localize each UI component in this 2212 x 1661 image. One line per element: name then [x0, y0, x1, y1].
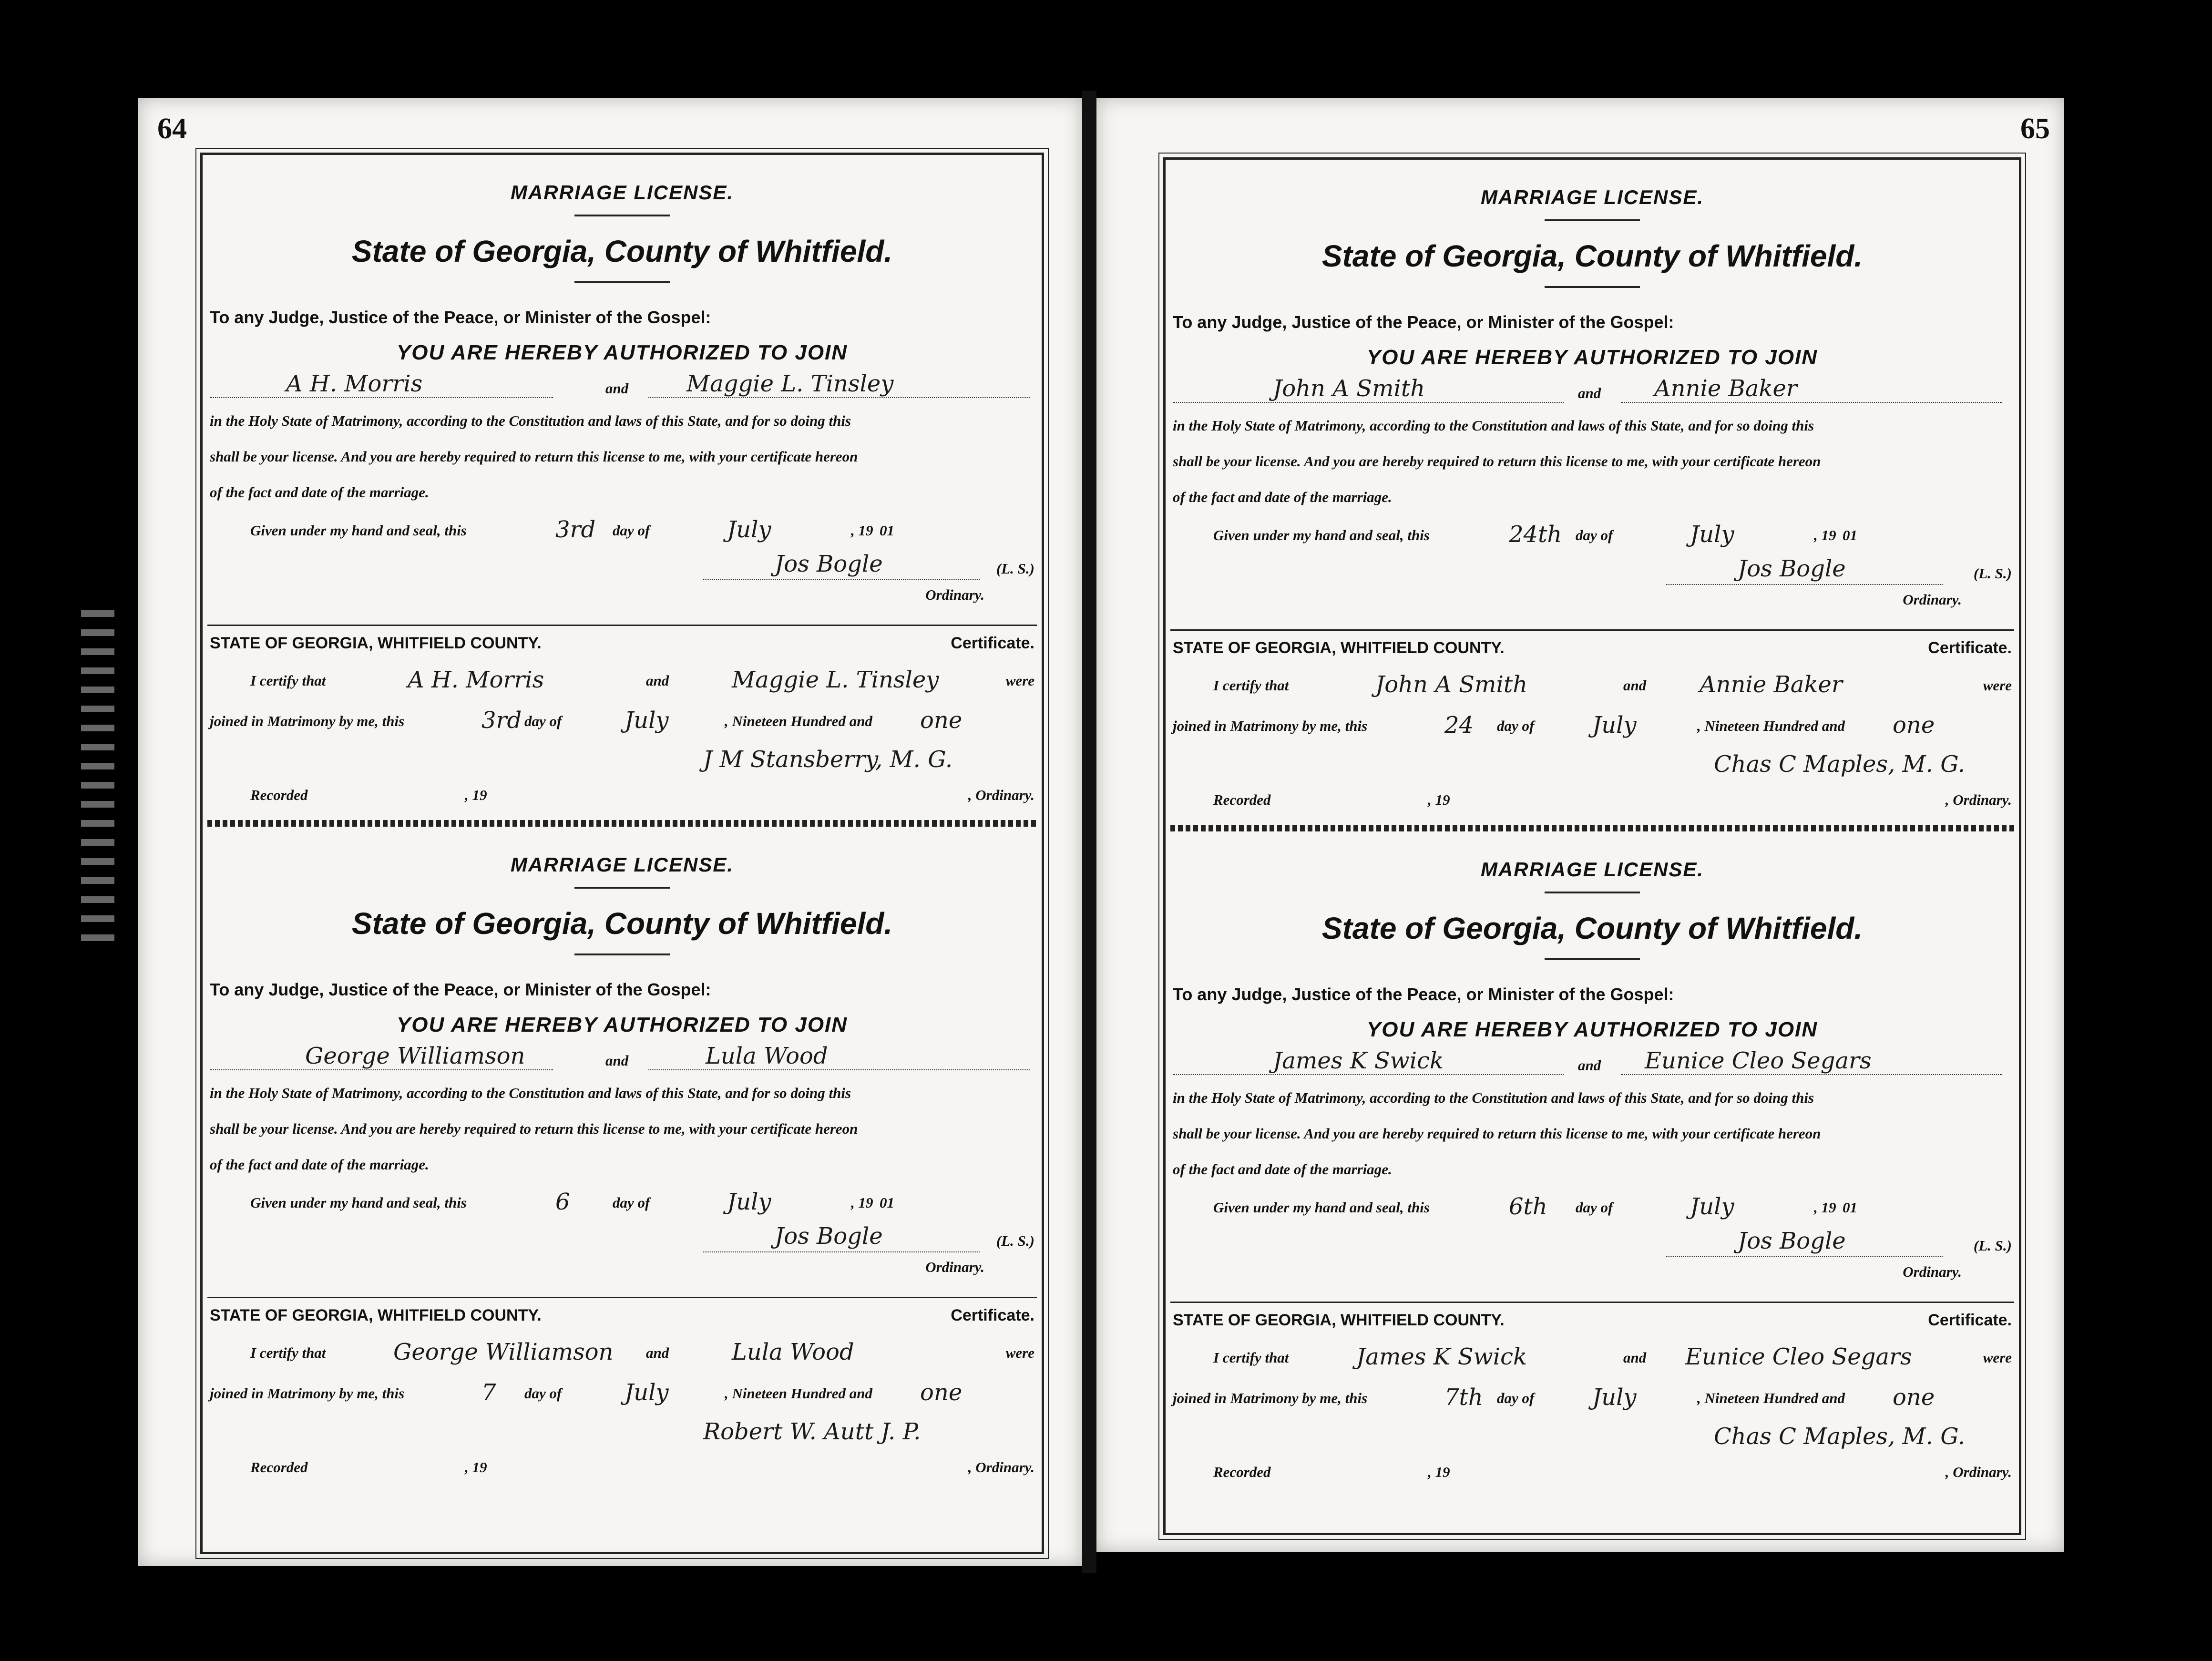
- license-text-1: in the Holy State of Matrimony, according to the Constitution and laws of this State, and for so doing this: [210, 1085, 851, 1101]
- addressee-line: To any Judge, Justice of the Peace, or Minister of the Gospel:: [1173, 312, 1674, 332]
- joined-row: [210, 707, 1020, 741]
- given-day: 6: [555, 1189, 570, 1215]
- day-of-label: day of: [1576, 527, 1613, 543]
- recorded-year: , 19: [1428, 791, 1450, 808]
- book-gutter: [1082, 91, 1096, 1573]
- joined-row: [1173, 1384, 1983, 1418]
- page-frame: [1163, 157, 2021, 1535]
- signature-blank: [1666, 584, 1943, 585]
- recorded-ordinary: , Ordinary.: [1945, 791, 2012, 808]
- ordinary-label: Ordinary.: [925, 1259, 984, 1275]
- right-page: [1096, 98, 2064, 1552]
- authorization-line: YOU ARE HEREBY AUTHORIZED TO JOIN: [396, 1013, 848, 1036]
- groom-name: A H. Morris: [286, 370, 423, 397]
- given-prefix: Given under my hand and seal, this: [250, 522, 467, 539]
- license-form-2: [203, 827, 1042, 1499]
- seal-label: (L. S.): [996, 560, 1034, 577]
- certify-row: [1213, 1343, 1957, 1378]
- heading-rule: [574, 887, 670, 889]
- groom-blank: [210, 1069, 553, 1070]
- joined-row: [1173, 712, 1983, 746]
- officiant-signature: J M Stansberry, M. G.: [703, 746, 953, 773]
- heading-rule: [1545, 219, 1640, 221]
- groom-blank: [1173, 1074, 1564, 1075]
- recorded-label: Recorded: [250, 1459, 308, 1476]
- bride-blank: [648, 397, 1030, 398]
- bride-blank: [1621, 402, 2002, 403]
- section-rule: [207, 1297, 1037, 1298]
- section-rule: [207, 625, 1037, 626]
- bride-blank: [648, 1069, 1030, 1070]
- signature: Jos Bogle: [775, 1223, 883, 1250]
- certify-prefix: I certify that: [1213, 677, 1289, 694]
- section-rule: [1170, 629, 2014, 631]
- recorded-ordinary: , Ordinary.: [1945, 1464, 2012, 1480]
- and-label: and: [605, 1052, 629, 1069]
- certified-groom: George Williamson: [393, 1339, 614, 1365]
- given-prefix: Given under my hand and seal, this: [250, 1194, 467, 1211]
- seal-label: (L. S.): [1973, 1237, 2012, 1254]
- addressee-line: To any Judge, Justice of the Peace, or Minister of the Gospel:: [210, 308, 711, 327]
- recorded-year: , 19: [465, 1459, 487, 1476]
- ordinary-label: Ordinary.: [925, 586, 984, 603]
- names-row: [1173, 375, 2012, 403]
- recorded-row: [250, 1459, 536, 1483]
- certified-month: July: [625, 707, 669, 734]
- groom-name: George Williamson: [305, 1043, 525, 1069]
- nineteen-hundred-label: , Nineteen Hundred and: [725, 713, 873, 729]
- were-label: were: [1983, 677, 2012, 694]
- certificate-state: STATE OF GEORGIA, WHITFIELD COUNTY.: [1173, 1311, 1505, 1329]
- license-text-1: in the Holy State of Matrimony, according to the Constitution and laws of this State, and for so doing this: [210, 412, 851, 429]
- license-text-3: of the fact and date of the marriage.: [210, 484, 429, 501]
- officiant-signature: Chas C Maples, M. G.: [1714, 1423, 1966, 1450]
- certify-prefix: I certify that: [250, 672, 326, 689]
- state-county-title: State of Georgia, County of Whitfield.: [1321, 911, 1863, 945]
- were-label: were: [1005, 672, 1034, 689]
- and-label: and: [1578, 1057, 1601, 1074]
- signature: Jos Bogle: [1738, 555, 1846, 582]
- recorded-row: [250, 787, 536, 810]
- certified-bride: Eunice Cleo Segars: [1685, 1343, 1912, 1370]
- nineteen-hundred-label: , Nineteen Hundred and: [725, 1385, 873, 1402]
- given-prefix: Given under my hand and seal, this: [1213, 527, 1430, 543]
- certified-bride: Maggie L. Tinsley: [732, 666, 939, 693]
- day-of-label: day of: [1576, 1199, 1613, 1216]
- page-frame: [200, 153, 1044, 1554]
- recorded-ordinary: , Ordinary.: [968, 1459, 1034, 1476]
- given-day: 3rd: [555, 516, 596, 543]
- authorization-line: YOU ARE HEREBY AUTHORIZED TO JOIN: [1366, 1018, 1818, 1041]
- state-county-title: State of Georgia, County of Whitfield.: [1321, 239, 1863, 273]
- license-text-3: of the fact and date of the marriage.: [1173, 1161, 1392, 1178]
- joined-row: [210, 1379, 1020, 1414]
- certified-day: 24: [1444, 712, 1474, 738]
- were-label: were: [1005, 1344, 1034, 1361]
- bride-name: Maggie L. Tinsley: [686, 370, 894, 397]
- license-heading: MARRIAGE LICENSE.: [1480, 186, 1704, 208]
- license-form-3: [1166, 160, 2019, 832]
- given-day: 6th: [1509, 1193, 1547, 1220]
- left-page: [138, 98, 1082, 1566]
- certified-day: 7: [481, 1379, 496, 1406]
- state-county-title: State of Georgia, County of Whitfield.: [351, 234, 893, 268]
- recorded-label: Recorded: [1213, 791, 1271, 808]
- certify-row: [1213, 671, 1957, 706]
- certificate-label: Certificate.: [951, 634, 1034, 652]
- film-edge-marks: [81, 610, 114, 944]
- recorded-year: , 19: [1428, 1464, 1450, 1480]
- certified-groom: A H. Morris: [408, 666, 544, 693]
- certified-bride: Annie Baker: [1700, 671, 1843, 698]
- certify-row: [250, 1339, 994, 1373]
- certify-prefix: I certify that: [250, 1344, 326, 1361]
- title-rule: [574, 954, 670, 955]
- given-row: [250, 1189, 1013, 1223]
- certified-year: one: [1893, 712, 1935, 738]
- certificate-state: STATE OF GEORGIA, WHITFIELD COUNTY.: [210, 1306, 542, 1324]
- heading-rule: [1545, 892, 1640, 893]
- certified-month: July: [625, 1379, 669, 1406]
- ordinary-label: Ordinary.: [1903, 591, 1962, 608]
- names-row: [210, 370, 1034, 398]
- groom-name: James K Swick: [1273, 1047, 1444, 1074]
- addressee-line: To any Judge, Justice of the Peace, or Minister of the Gospel:: [1173, 984, 1674, 1004]
- certified-year: one: [920, 707, 963, 734]
- groom-name: John A Smith: [1273, 375, 1425, 402]
- signature-blank: [1666, 1256, 1943, 1257]
- certified-year: one: [1893, 1384, 1935, 1411]
- license-text-2: shall be your license. And you are hereby required to return this license to me, with your certificate hereon: [1173, 1125, 1821, 1142]
- officiant-signature: Chas C Maples, M. G.: [1714, 751, 1966, 778]
- bride-blank: [1621, 1074, 2002, 1075]
- recorded-label: Recorded: [250, 787, 308, 803]
- license-form-1: [203, 155, 1042, 827]
- signature: Jos Bogle: [775, 551, 883, 577]
- certified-month: July: [1592, 712, 1637, 738]
- names-row: [1173, 1047, 2012, 1075]
- license-form-4: [1166, 832, 2019, 1504]
- signature: Jos Bogle: [1738, 1228, 1846, 1254]
- day-of-label: day of: [1497, 1390, 1535, 1406]
- given-month: July: [1690, 521, 1734, 548]
- given-row: [1213, 521, 1976, 555]
- recorded-row: [1213, 1464, 1499, 1487]
- were-label: were: [1983, 1349, 2012, 1366]
- license-text-3: of the fact and date of the marriage.: [1173, 489, 1392, 505]
- given-row: [1213, 1193, 1976, 1228]
- signature-blank: [703, 579, 980, 580]
- license-text-2: shall be your license. And you are hereby required to return this license to me, with your certificate hereon: [1173, 453, 1821, 470]
- groom-blank: [1173, 402, 1564, 403]
- year-prefix: , 19: [1814, 1199, 1836, 1216]
- given-month: July: [1690, 1193, 1734, 1220]
- given-year: 01: [1843, 527, 1857, 543]
- recorded-year: , 19: [465, 787, 487, 803]
- certify-row: [250, 666, 994, 701]
- certificate-label: Certificate.: [1928, 1311, 2012, 1329]
- certificate-state: STATE OF GEORGIA, WHITFIELD COUNTY.: [1173, 639, 1505, 657]
- authorization-line: YOU ARE HEREBY AUTHORIZED TO JOIN: [396, 341, 848, 364]
- title-rule: [574, 281, 670, 283]
- certificate-state: STATE OF GEORGIA, WHITFIELD COUNTY.: [210, 634, 542, 652]
- license-heading: MARRIAGE LICENSE.: [510, 181, 734, 204]
- year-prefix: , 19: [1814, 527, 1836, 543]
- section-rule: [1170, 1302, 2014, 1303]
- page-number: 64: [157, 113, 187, 145]
- certified-groom: John A Smith: [1375, 671, 1528, 698]
- license-heading: MARRIAGE LICENSE.: [510, 853, 734, 876]
- given-row: [250, 516, 1013, 551]
- year-prefix: , 19: [851, 522, 873, 539]
- year-prefix: , 19: [851, 1194, 873, 1211]
- form-divider: [1170, 825, 2014, 831]
- recorded-ordinary: , Ordinary.: [968, 787, 1034, 803]
- given-year: 01: [1843, 1199, 1857, 1216]
- recorded-row: [1213, 791, 1499, 815]
- certified-month: July: [1592, 1384, 1637, 1411]
- given-year: 01: [880, 522, 894, 539]
- day-of-label: day of: [524, 713, 562, 729]
- license-text-3: of the fact and date of the marriage.: [210, 1156, 429, 1173]
- joined-prefix: joined in Matrimony by me, this: [210, 713, 405, 729]
- bride-name: Annie Baker: [1654, 375, 1797, 402]
- and-label: and: [605, 380, 629, 397]
- license-text-1: in the Holy State of Matrimony, according to the Constitution and laws of this State, and for so doing this: [1173, 1089, 1814, 1106]
- and-label: and: [1623, 677, 1647, 694]
- given-day: 24th: [1509, 521, 1562, 548]
- certificate-label: Certificate.: [951, 1306, 1034, 1324]
- certificate-label: Certificate.: [1928, 639, 2012, 657]
- page-number: 65: [2020, 113, 2050, 145]
- license-text-1: in the Holy State of Matrimony, according to the Constitution and laws of this State, and for so doing this: [1173, 417, 1814, 434]
- joined-prefix: joined in Matrimony by me, this: [1173, 718, 1368, 734]
- form-divider: [207, 820, 1037, 827]
- title-rule: [1545, 286, 1640, 288]
- license-text-2: shall be your license. And you are hereby required to return this license to me, with your certificate hereon: [210, 1120, 858, 1137]
- day-of-label: day of: [613, 522, 650, 539]
- nineteen-hundred-label: , Nineteen Hundred and: [1697, 1390, 1845, 1406]
- given-prefix: Given under my hand and seal, this: [1213, 1199, 1430, 1216]
- groom-blank: [210, 397, 553, 398]
- given-month: July: [727, 1189, 771, 1215]
- and-label: and: [1623, 1349, 1647, 1366]
- certified-day: 7th: [1444, 1384, 1483, 1411]
- certified-day: 3rd: [481, 707, 522, 734]
- joined-prefix: joined in Matrimony by me, this: [210, 1385, 405, 1402]
- certified-year: one: [920, 1379, 963, 1406]
- state-county-title: State of Georgia, County of Whitfield.: [351, 906, 893, 941]
- addressee-line: To any Judge, Justice of the Peace, or Minister of the Gospel:: [210, 980, 711, 999]
- day-of-label: day of: [1497, 718, 1535, 734]
- ordinary-label: Ordinary.: [1903, 1263, 1962, 1280]
- and-label: and: [646, 672, 669, 689]
- certified-bride: Lula Wood: [732, 1339, 854, 1365]
- signature-blank: [703, 1251, 980, 1252]
- given-month: July: [727, 516, 771, 543]
- seal-label: (L. S.): [996, 1232, 1034, 1249]
- authorization-line: YOU ARE HEREBY AUTHORIZED TO JOIN: [1366, 346, 1818, 369]
- seal-label: (L. S.): [1973, 565, 2012, 582]
- license-heading: MARRIAGE LICENSE.: [1480, 858, 1704, 881]
- and-label: and: [646, 1344, 669, 1361]
- day-of-label: day of: [524, 1385, 562, 1402]
- bride-name: Lula Wood: [706, 1043, 828, 1069]
- license-text-2: shall be your license. And you are hereby required to return this license to me, with your certificate hereon: [210, 448, 858, 465]
- certified-groom: James K Swick: [1356, 1343, 1527, 1370]
- heading-rule: [574, 215, 670, 216]
- recorded-label: Recorded: [1213, 1464, 1271, 1480]
- and-label: and: [1578, 385, 1601, 401]
- certify-prefix: I certify that: [1213, 1349, 1289, 1366]
- given-year: 01: [880, 1194, 894, 1211]
- names-row: [210, 1043, 1034, 1070]
- officiant-signature: Robert W. Autt J. P.: [703, 1418, 921, 1445]
- nineteen-hundred-label: , Nineteen Hundred and: [1697, 718, 1845, 734]
- joined-prefix: joined in Matrimony by me, this: [1173, 1390, 1368, 1406]
- day-of-label: day of: [613, 1194, 650, 1211]
- title-rule: [1545, 958, 1640, 960]
- bride-name: Eunice Cleo Segars: [1645, 1047, 1872, 1074]
